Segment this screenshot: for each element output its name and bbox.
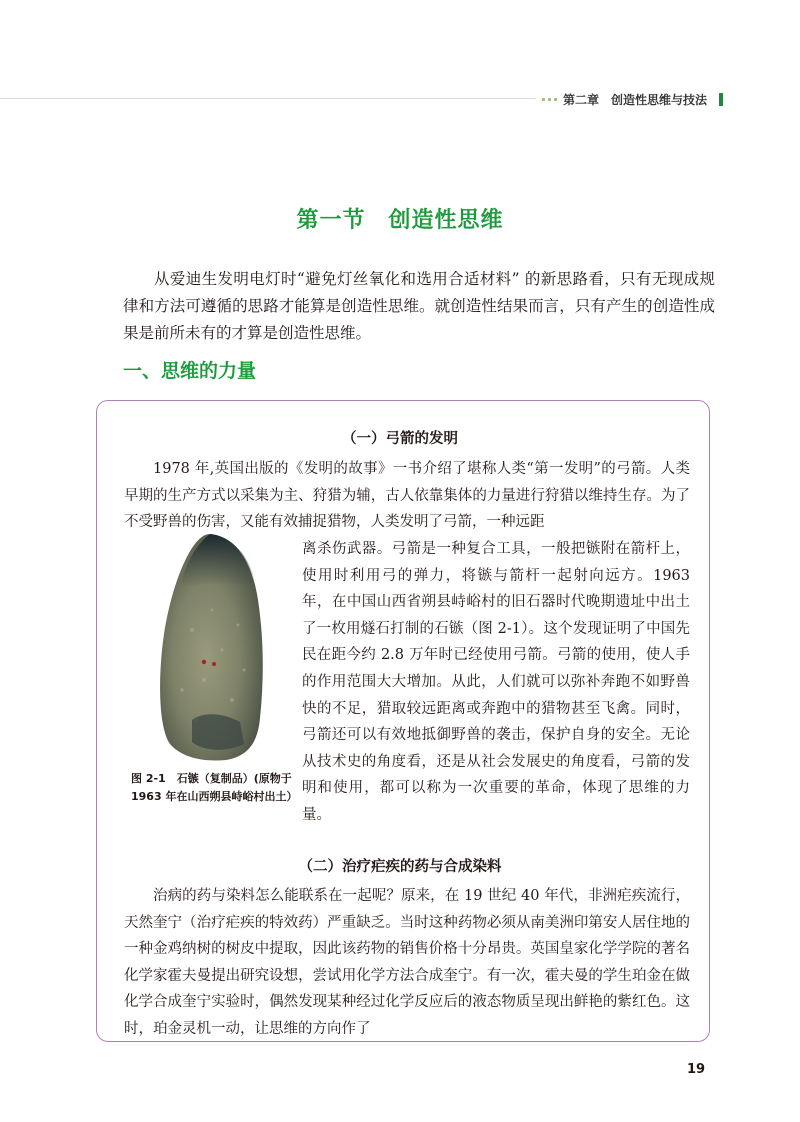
header-dots xyxy=(542,98,557,101)
running-header xyxy=(542,91,723,107)
header-rule xyxy=(0,98,536,99)
part1-paragraph-wrap: 离杀伤武器。弓箭是一种复合工具，一般把镞附在箭杆上，使用时利用弓的弹力，将镞与箭杆一起射向远方。1963 年，在中国山西省朔县峙峪村的旧石器时代晚期遗址中出土了一枚用燧石打制的石镞（图 2-1）。这个发现证明了中国先民在距今约 2.8 万年时已经使用弓箭。弓箭的使用，使人手的作用范围大大增加。从此，人们就可以弥补奔跑不如野兽快的不足，猎取较远距离或奔跑中的猎物甚至飞禽。同时，弓箭还可以有效地抵御野兽的袭击，保护自身的安全。无论从技术史的角度看，还是从社会发展史的角度看，弓箭的发明和使用，都可以称为一次重要的革命，体现了思维的力量。 xyxy=(302,541,690,823)
part2-title: （二）治疗疟疾的药与合成染料 xyxy=(298,859,502,875)
chapter-title: 创造性思维与技法 xyxy=(611,92,708,107)
figure-caption: 图 2-1 石镞（复制品）(原物于 1963 年在山西朔县峙峪村出土） xyxy=(131,772,298,803)
section-title: 第一节 创造性思维 xyxy=(296,208,504,233)
stone-arrowhead-image xyxy=(152,530,270,762)
subsection-heading: 一、思维的力量 xyxy=(123,360,257,382)
chapter-number: 第二章 xyxy=(563,92,600,107)
header-marker xyxy=(719,93,723,106)
part1-title: （一）弓箭的发明 xyxy=(342,431,458,447)
intro-paragraph: 从爱迪生发明电灯时“避免灯丝氧化和选用合适材料” 的新思路看，只有无现成规律和方法可遵循的思路才能算是创造性思维。就创造性结果而言，只有产生的创造性成果是前所未有的才算是创造性思维。 xyxy=(123,270,715,342)
part2-paragraph: 治病的药与染料怎么能联系在一起呢？原来，在 19 世纪 40 年代，非洲疟疾流行，天然奎宁（治疗疟疾的特效药）严重缺乏。当时这种药物必须从南美洲印第安人居住地的一种金鸡纳树的树皮中提取，因此该药物的销售价格十分昂贵。英国皇家化学学院的著名化学家霍夫曼提出研究设想，尝试用化学方法合成奎宁。有一次，霍夫曼的学生珀金在做化学合成奎宁实验时，偶然发现某种经过化学反应后的液态物质呈现出鲜艳的紫红色。这时，珀金灵机一动，让思维的方向作了 xyxy=(124,888,690,1037)
part1-paragraph-top: 1978 年,英国出版的《发明的故事》一书介绍了堪称人类“第一发明”的弓箭。人类早期的生产方式以采集为主、狩猎为辅，古人依靠集体的力量进行狩猎以维持生存。为了不受野兽的伤害，又能有效捕捉猎物，人类发明了弓箭，一种远距 xyxy=(124,461,690,531)
page-number: 19 xyxy=(687,1062,706,1077)
